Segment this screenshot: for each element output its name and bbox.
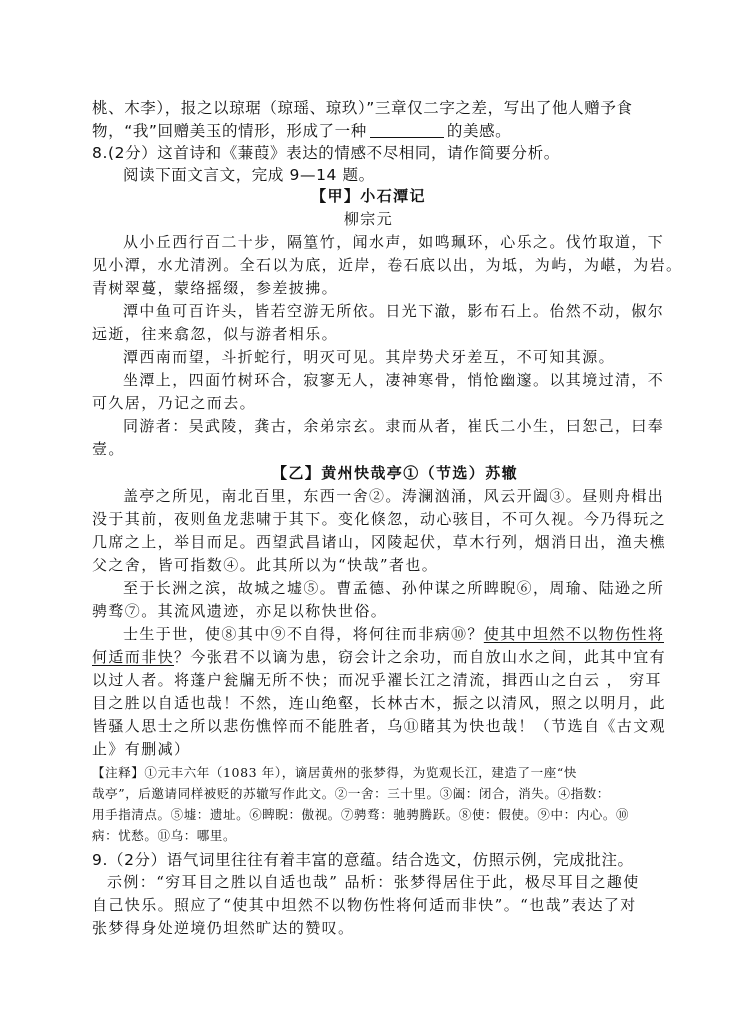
text-a-line: 见小潭，水尤清洌。全石以为底，近岸，卷石底以出，为坻，为屿，为嵁，为岩。 [92,256,683,274]
text-a-line: 潭西南而望，斗折蛇行，明灭可见。其岸势犬牙差互，不可知其源。 [123,348,616,366]
q7-line-2 [92,119,511,141]
question-9: 9.（2分）语气词里往往有着丰富的意蕴。结合选文，仿照示例，完成批注。 [92,851,634,869]
text-b-line: 皆骚人思士之所以悲伤憔悴而不能胜者，乌⑪睹其为快也哉！（节选自《古文观 [92,717,667,735]
text-a-line: 青树翠蔓，蒙络摇缀，参差披拂。 [92,279,339,297]
text-a-line: 可久居，乃记之而去。 [92,394,257,412]
reading-intro: 阅读下面文言文，完成 9—14 题。 [123,166,375,184]
q7-line-1: 桃、木李），报之以琼琚（琼瑶、琼玖）”三章仅二字之差，写出了他人赠予食 [92,99,633,117]
text-b-line: 以过人者。将蓬户瓮牖无所不快；而况乎濯长江之清流，揖西山之白云 ， 穷耳 [92,671,662,689]
text-b-p3-line-2 [92,646,666,667]
example-line: 张梦得身处逆境仍坦然旷达的赞叹。 [92,919,355,937]
text-b-line: 没于其前，夜则鱼龙悲啸于其下。变化倏忽，动心骇目，不可久视。今乃得玩之 [92,510,667,528]
text-b-line: 父之舍，皆可指数④。此其所以为“快哉”者也。 [92,556,439,574]
underlined-sentence: 使其中坦然不以物伤性将 [483,625,665,643]
text-b-p3-after: ？今张君不以谪为患，窃会计之余功，而自放山水之间，此其中宜有 [174,648,667,666]
question-8: 8.(2分）这首诗和《蒹葭》表达的情感不尽相同，请作简要分析。 [92,144,560,162]
text-a-line: 同游者：吴武陵，龚古，余弟宗玄。隶而从者，崔氏二小生，曰恕己，曰奉 [123,417,665,435]
text-b-line: 骋骛⑦。其流风遗迹，亦足以称快世俗。 [92,602,388,620]
text-a-line: 从小丘西行百二十步，隔篁竹，闻水声，如鸣珮环，心乐之。伐竹取道，下 [123,233,665,251]
text-a-line: 远逝，往来翕忽，似与游者相乐。 [92,325,339,343]
note-line: 用手指清点。⑤墟：遗址。⑥睥睨：傲视。⑦骋骛：驰骋腾跃。⑧使：假使。⑨中：内心。⑩ [92,807,630,822]
note-line: 病：忧愁。⑪乌：哪里。 [92,828,237,843]
q7-line-2-before: 物，“我”回赠美玉的情形，形成了一种 [92,122,367,140]
example-line: 自己快乐。照应了“使其中坦然不以物伤性将何适而非快”。“也哉”表达了对 [92,896,637,914]
text-b-line: 目之胜以自适也哉！不然，连山绝壑，长林古木，振之以清风，照之以明月，此 [92,694,667,712]
text-a-line: 壹。 [92,440,125,458]
text-a-line: 坐潭上，四面竹树环合，寂寥无人，凄神寒骨，悄怆幽邃。以其境过清，不 [123,371,665,389]
text-a-title: 【甲】小石潭记 [311,187,426,205]
text-a-line: 潭中鱼可百许头，皆若空游无所依。日光下澈，影布石上。佁然不动，俶尔 [123,302,665,320]
underlined-sentence-cont: 何适而非快 [92,648,175,666]
text-b-line: 止》有删减） [92,740,191,758]
note-line: 哉亭”，后邀请同样被贬的苏辙写作此文。②一舍：三十里。③阖：闭合，消失。④指数： [92,786,610,801]
text-b-title: 【乙】黄州快哉亭①（节选）苏辙 [272,464,519,482]
text-b-line: 盖亭之所见，南北百里，东西一舍②。涛澜汹涌，风云开阖③。昼则舟楫出 [123,487,665,505]
text-a-author: 柳宗元 [343,210,394,228]
answer-blank [370,123,444,138]
text-b-p3-line-1 [123,623,664,644]
note-line: 【注释】①元丰六年（1083 年），谪居黄州的张梦得，为览观长江，建造了一座“快 [92,765,577,780]
q7-line-2-after: 的美感。 [446,122,512,140]
text-b-line: 几席之上，举目而足。西望武昌诸山，冈陵起伏，草木行列，烟消日出，渔夫樵 [92,533,667,551]
example-line: 示例：“穷耳目之胜以自适也哉” 品析：张梦得居住于此，极尽耳目之趣使 [107,873,640,891]
text-b-p3-before: 士生于世，使⑧其中⑨不自得，将何往而非病⑩？ [123,625,484,643]
text-b-line: 至于长洲之滨，故城之墟⑤。曹孟德、孙仲谋之所睥睨⑥，周瑜、陆逊之所 [123,579,665,597]
